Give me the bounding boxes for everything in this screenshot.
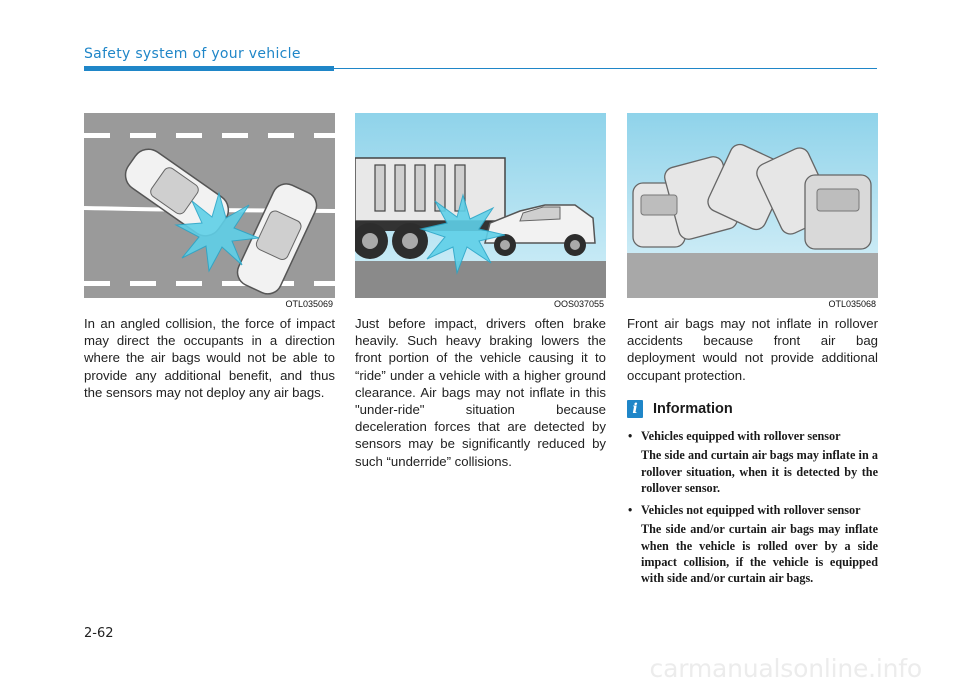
info-item-text: The side and/or curtain air bags may inflate when the vehicle is rolled over by a side impact collision, if the vehicle is equipped with side and/or curtain air bags. [641,522,878,586]
figure-angled-collision [84,113,335,310]
paragraph-underride: Just before impact, drivers often brake heavily. Such heavy braking lowers the front portion of the vehicle causing it to “ride” under a vehicle with a higher ground clearance. Air bags may not inflate in this "under-ride" situation because deceleration forces that are detected by sensors may be significantly reduced by such “underride” collisions. [355,316,606,469]
figure-code: OTL035068 [828,299,876,309]
figure-code: OTL035069 [285,299,333,309]
bullet: • [628,503,633,518]
list-item [627,428,878,496]
header-rule-thick [84,66,334,71]
information-title: Information [653,401,733,417]
paragraph-rollover: Front air bags may not inflate in rollover accidents because front air bag deployment would not provide additional occupant protection. [627,316,878,383]
bullet: • [628,429,633,443]
angled-collision-illustration [84,113,335,310]
info-item-text: The side and curtain air bags may inflate in a rollover situation, when it is detected by the rollover sensor. [641,448,878,495]
figure-underride [355,113,606,310]
watermark: carmanualsonline.info [649,654,922,683]
underride-illustration [355,113,606,310]
list-item [627,502,878,586]
info-item-label: Vehicles not equipped with rollover sensor [641,503,861,518]
header-title: Safety system of your vehicle [84,46,301,62]
figure-code: OOS037055 [553,299,604,309]
information-header [627,400,733,418]
figure-rollover [627,113,878,310]
paragraph-angled-collision: In an angled collision, the force of impact may direct the occupants in a direction where the air bags would not be able to provide any additional benefit, and thus the sensors may not deploy any air bags. [84,316,335,400]
rollover-illustration [627,113,878,310]
header-rule-thin [334,68,877,69]
info-icon: i [627,400,643,418]
information-list [627,428,878,587]
info-item-label: Vehicles equipped with rollover sensor [641,429,841,443]
page-number: 2-62 [84,626,114,641]
